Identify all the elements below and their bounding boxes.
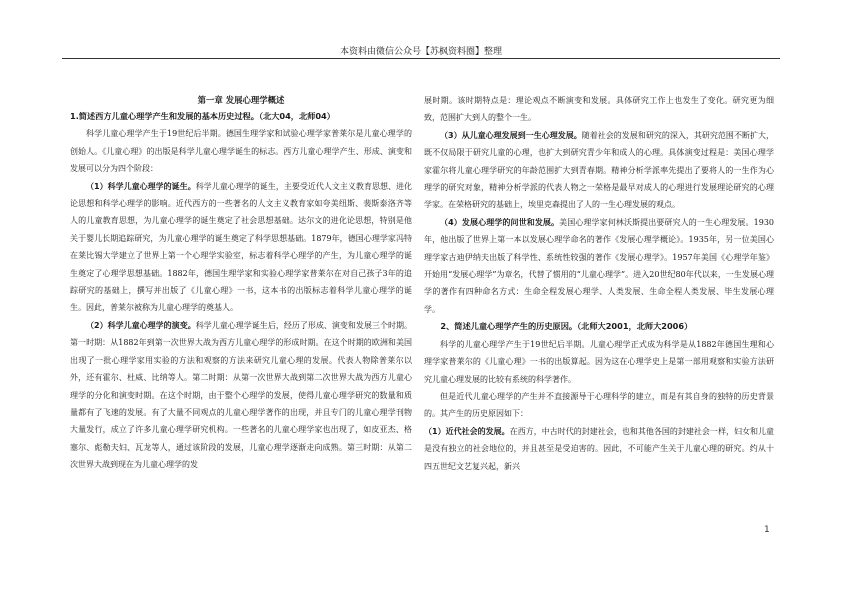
section-developmental-text: 美国心理学家何林沃斯提出要研究人的一生心理发展。1930年，他出版了世界上第一本以发展心理学命名的著作《发展心理学概论》。1935年，另一位美国心理学家古迪伊纳夫出版了科学性、系统性较强的著作《发展心理学》。1957年美国《心理学年鉴》开始用“发展心理学”为章名，代替了惯用的“儿童心理学”。进入20世纪80年代以来，一生发展心理学的著作有四种命名方式：生命全程发展心理学、人类发展、生命全程人类发展、毕生发展心理学。 [424,217,774,314]
section-evolution-title: （2）科学儿童心理学的演变。 [86,320,196,330]
section-lifespan [424,127,774,214]
paragraph-continued: 展时期。该时期特点是：理论观点不断演变和发展。具体研究工作上也发生了变化。研究更为细致，范围扩大到人的整个一生。 [424,96,774,123]
section-evolution-text: 科学儿童心理学诞生后，经历了形成、演变和发展三个时期。第一时期：从1882年到第一次世界大战为西方儿童心理学的形成时期。在这个时期的欧洲和美国出现了一批心理学家用实验的方法和观察的方法来研究儿童心理的发展。代表人物除普莱尔以外，还有霍尔、杜威、比纳等人。第二时期：从第一次世界大战到第二次世界大战为西方儿童心理学的分化和演变时期。在这个时期，由于整个心理学的发展，使得儿童心理学研究的数量和质量都有了飞速的发展。有了大量不同观点的儿童心理学著作的出现，并且专门的儿童心理学刊物大量发行，成立了许多儿童心理学研究机构。一些著名的儿童心理学家也出现了，如皮亚杰、格塞尔、彪勒夫妇、瓦龙等人，通过该阶段的发展，儿童心理学逐渐走向成熟。第三时期：从第二次世界大战到现在为儿童心理学的发 [70,320,412,470]
section-lifespan-title: （3）从儿童心理发展到一生心理发展。 [440,130,582,140]
paragraph-background: 但是近代儿童心理学的产生并不直接源导于心理科学的建立，而是有其自身的独特的历史背景的。其产生的历史原因如下： [424,391,774,419]
question-2-title: 2、简述儿童心理学产生的历史原因。（北师大2001，北师大2006） [440,321,693,332]
section-birth-title: （1）科学儿童心理学的诞生。 [86,181,196,191]
section-developmental [424,214,774,318]
page-number: 1 [764,525,770,535]
section-society-title: （1）近代社会的发展。 [424,426,510,436]
section-society-text: 在西方，中古时代的封建社会，也和其他各国的封建社会一样，妇女和儿童是没有独立的社会地位的，并且甚至是受迫害的。因此，不可能产生关于儿童心理的研究。约从十四五世纪文艺复兴起，新兴 [424,426,774,471]
section-birth-text: 科学儿童心理学的诞生，主要受近代人文主义教育思想、进化论思想和科学心理学的影响。近代西方的一些著名的人文主义教育家如夸美纽斯、裴斯泰洛齐等人的儿童教育思想，为儿童心理学的诞生奠定了社会思想基础。达尔文的进化论思想，特别是他关于婴儿长期追踪研究，为儿童心理学的诞生奠定了科学思想基础。1879年，德国心理学家冯特在莱比锡大学建立了世界上第一个心理学实验室，标志着科学心理学的产生，为儿童心理学的诞生奠定了心理学思想基础。1882年，德国生理学家和实验心理学家普莱尔在对自己孩子3年的追踪研究的基础上，撰写并出版了《儿童心理》一书，这本书的出版标志着科学儿童心理学的诞生。因此，普莱尔被称为儿童心理学的奠基人。 [70,181,412,313]
page-header: 本资料由微信公众号【苏枫资料圈】整理 [339,47,502,57]
section-society [424,423,774,475]
chapter-title: 第一章 发展心理学概述 [197,95,285,105]
section-lifespan-text: 随着社会的发展和研究的深入，其研究范围不断扩大，既不仅局限于研究儿童的心理，也扩大到研究青少年和成人的心理。具体演变过程是：美国心理学家霍尔将儿童心理学研究的年龄范围扩大到青春期。精神分析学派率先提出了要将人的一生作为心理学的研究对象，精神分析学派的代表人物之一荣格是最早对成人的心理进行发展理论研究的心理学家。在荣格研究的基础上，埃里克森提出了人的一生心理发展的观点。 [424,130,774,210]
section-evolution [70,317,412,474]
paragraph-origin: 科学的儿童心理学产生于19世纪后半期。儿童心理学正式成为科学是从1882年德国生理和心理学家普莱尔的《儿童心理》一书的出版算起。因为这在心理学史上是第一部用观察和实验方法研究儿童心理发展的比较有系统的科学著作。 [424,339,774,384]
right-column [424,92,774,475]
section-developmental-title: （4）发展心理学的问世和发展。 [440,217,560,227]
header-divider [62,58,780,59]
section-birth [70,178,412,317]
question-1-title: 1.简述西方儿童心理学产生和发展的基本历史过程。（北大04，北师04） [70,111,335,121]
paragraph-intro: 科学儿童心理学产生于19世纪后半期。德国生理学家和试验心理学家普莱尔是儿童心理学的创始人。《儿童心理》的出版是科学儿童心理学诞生的标志。西方儿童心理学产生、形成、演变和发展可以分为四个阶段： [70,129,412,174]
left-column [70,92,412,474]
